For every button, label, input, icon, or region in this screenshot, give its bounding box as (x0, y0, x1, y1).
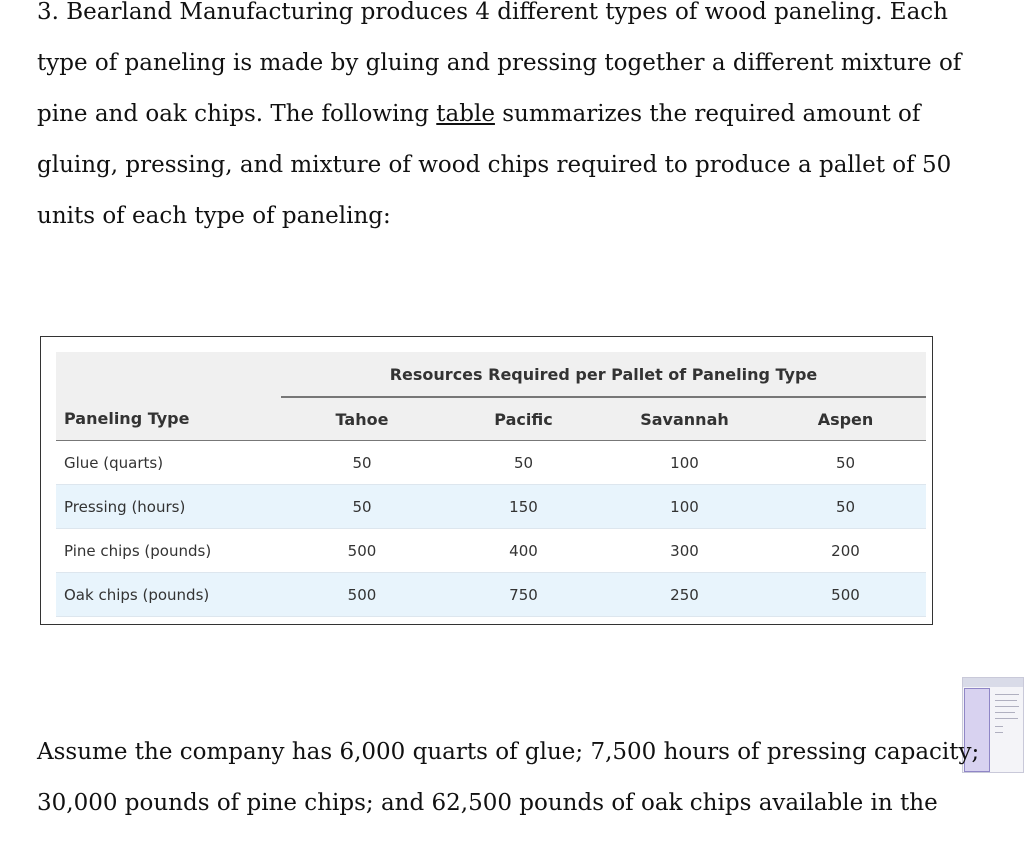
thumbnail-titlebar (963, 678, 1023, 687)
table-cell: 400 (443, 529, 604, 573)
table-row (56, 485, 926, 529)
table-cell: 300 (604, 529, 765, 573)
table-cell: 50 (765, 441, 926, 485)
thumbnail-line (995, 718, 1018, 719)
table-row (56, 573, 926, 617)
resource-table (56, 352, 926, 617)
thumbnail-line (995, 712, 1015, 713)
table-cell: 50 (281, 485, 443, 529)
table-header-row (56, 397, 926, 441)
table-cell: 500 (281, 529, 443, 573)
thumbnail-line (995, 694, 1019, 695)
column-header: Tahoe (281, 397, 443, 441)
table-cell: 50 (443, 441, 604, 485)
table-cell: 50 (765, 485, 926, 529)
column-header: Aspen (765, 397, 926, 441)
resource-table-frame (40, 336, 933, 625)
row-label: Pressing (hours) (56, 485, 281, 529)
row-label: Pine chips (pounds) (56, 529, 281, 573)
column-header: Paneling Type (56, 397, 281, 441)
table-cell: 250 (604, 573, 765, 617)
assumption-line-1: Assume the company has 6,000 quarts of glue; 7,500 hours of pressing capacity; (37, 739, 980, 765)
question-text (37, 0, 977, 242)
table-row (56, 441, 926, 485)
table-super-header-row (56, 352, 926, 397)
column-header: Savannah (604, 397, 765, 441)
thumbnail-line (995, 700, 1017, 701)
table-cell: 750 (443, 573, 604, 617)
column-header: Pacific (443, 397, 604, 441)
table-cell: 100 (604, 441, 765, 485)
table-cell: 150 (443, 485, 604, 529)
question-intro-end: summarizes the required amount of gluing, pressing, and mixture of wood chips required to produce a pallet of 50 units of each type of paneling: (37, 101, 952, 229)
table-cell: 200 (765, 529, 926, 573)
question-intro: 3. Bearland Manufacturing produces 4 different types of wood paneling. Each type of paneling is made by gluing and pressing together a different mixture of pine and oak chips. The following (37, 0, 962, 127)
table-cell: 50 (281, 441, 443, 485)
row-label: Oak chips (pounds) (56, 573, 281, 617)
table-cell: 500 (281, 573, 443, 617)
assumption-text (37, 727, 997, 829)
assumption-line-2: 30,000 pounds of pine chips; and 62,500 pounds of oak chips available in the (37, 790, 938, 816)
table-link[interactable]: table (436, 101, 495, 127)
group-header: Resources Required per Pallet of Paneling Type (281, 352, 926, 397)
table-cell: 100 (604, 485, 765, 529)
super-header-blank (56, 352, 281, 397)
row-label: Glue (quarts) (56, 441, 281, 485)
table-cell: 500 (765, 573, 926, 617)
table-row (56, 529, 926, 573)
thumbnail-line (995, 706, 1019, 707)
